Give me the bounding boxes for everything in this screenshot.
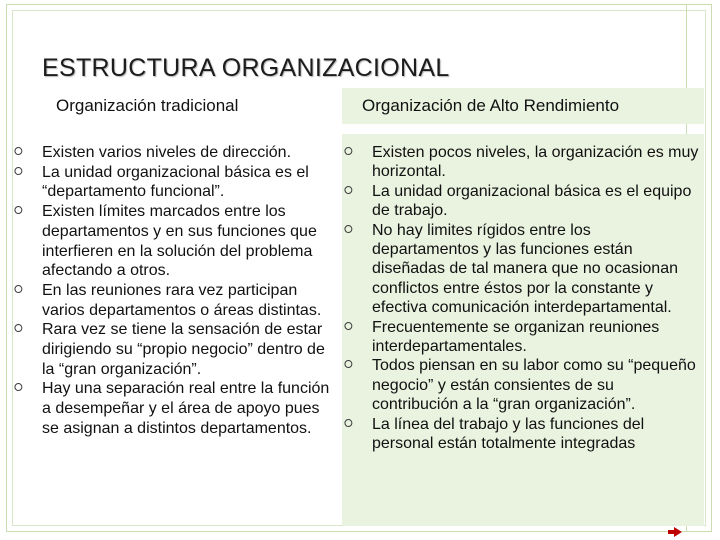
- list-item-text: Existen varios niveles de dirección.: [42, 144, 292, 161]
- hollow-circle-icon: ⭘: [14, 382, 23, 395]
- hollow-circle-icon: ⭘: [14, 205, 23, 218]
- hollow-circle-icon: ⭘: [344, 184, 353, 197]
- list-item: [14, 163, 336, 202]
- left-bullet-list: [14, 143, 336, 439]
- list-item: [344, 182, 700, 221]
- hollow-circle-icon: ⭘: [344, 146, 353, 158]
- list-item-text: Existen pocos niveles, la organización es muy horizontal.: [372, 144, 699, 181]
- hollow-circle-icon: ⭘: [344, 417, 353, 430]
- list-item: [344, 318, 700, 357]
- list-item: [14, 202, 336, 281]
- hollow-circle-icon: ⭘: [14, 165, 23, 178]
- list-item: [344, 221, 700, 318]
- slide-title: ESTRUCTURA ORGANIZACIONAL: [42, 54, 450, 82]
- list-item: [14, 379, 336, 438]
- list-item-text: No hay limites rígidos entre los departamentos y las funciones están diseñadas de tal manera que no ocasionan conflictos entre éstos por la constante y efectiva comunicación interdepartamental.: [372, 221, 678, 317]
- list-item: [14, 143, 336, 163]
- hollow-circle-icon: ⭘: [344, 223, 353, 236]
- list-item: [14, 320, 336, 379]
- right-bullet-list: [344, 143, 700, 454]
- list-item-text: En las reuniones rara vez participan varios departamentos o áreas distintas.: [42, 281, 322, 319]
- list-item-text: Todos piensan en su labor como su “pequeño negocio” y están consientes de su contribución a la “gran organización”.: [372, 357, 696, 414]
- list-item-text: La unidad organizacional básica es el equipo de trabajo.: [372, 182, 692, 220]
- hollow-circle-icon: ⭘: [344, 320, 353, 333]
- list-item: [344, 356, 700, 414]
- hollow-circle-icon: ⭘: [14, 146, 23, 158]
- next-slide-arrow-icon[interactable]: [674, 527, 682, 537]
- hollow-circle-icon: ⭘: [344, 359, 353, 372]
- list-item: [344, 143, 700, 182]
- list-item-text: La línea del trabajo y las funciones del personal están totalmente integradas: [372, 415, 645, 453]
- list-item-text: Existen límites marcados entre los departamentos y en sus funciones que interfieren en la solución del problema afectando a otros.: [42, 203, 317, 280]
- list-item: [344, 415, 700, 454]
- list-item: [14, 281, 336, 320]
- list-item-text: La unidad organizacional básica es el “departamento funcional”.: [42, 163, 309, 201]
- list-item-text: Rara vez se tiene la sensación de estar dirigiendo su “propio negocio” dentro de la “gran organización”.: [42, 321, 325, 378]
- left-column-heading: Organización tradicional: [56, 96, 239, 115]
- hollow-circle-icon: ⭘: [14, 323, 23, 336]
- right-column-heading: Organización de Alto Rendimiento: [362, 96, 620, 115]
- hollow-circle-icon: ⭘: [14, 283, 23, 296]
- list-item-text: Frecuentemente se organizan reuniones interdepartamentales.: [372, 318, 660, 356]
- list-item-text: Hay una separación real entre la función a desempeñar y el área de apoyo pues se asignan a distintos departamentos.: [42, 380, 330, 437]
